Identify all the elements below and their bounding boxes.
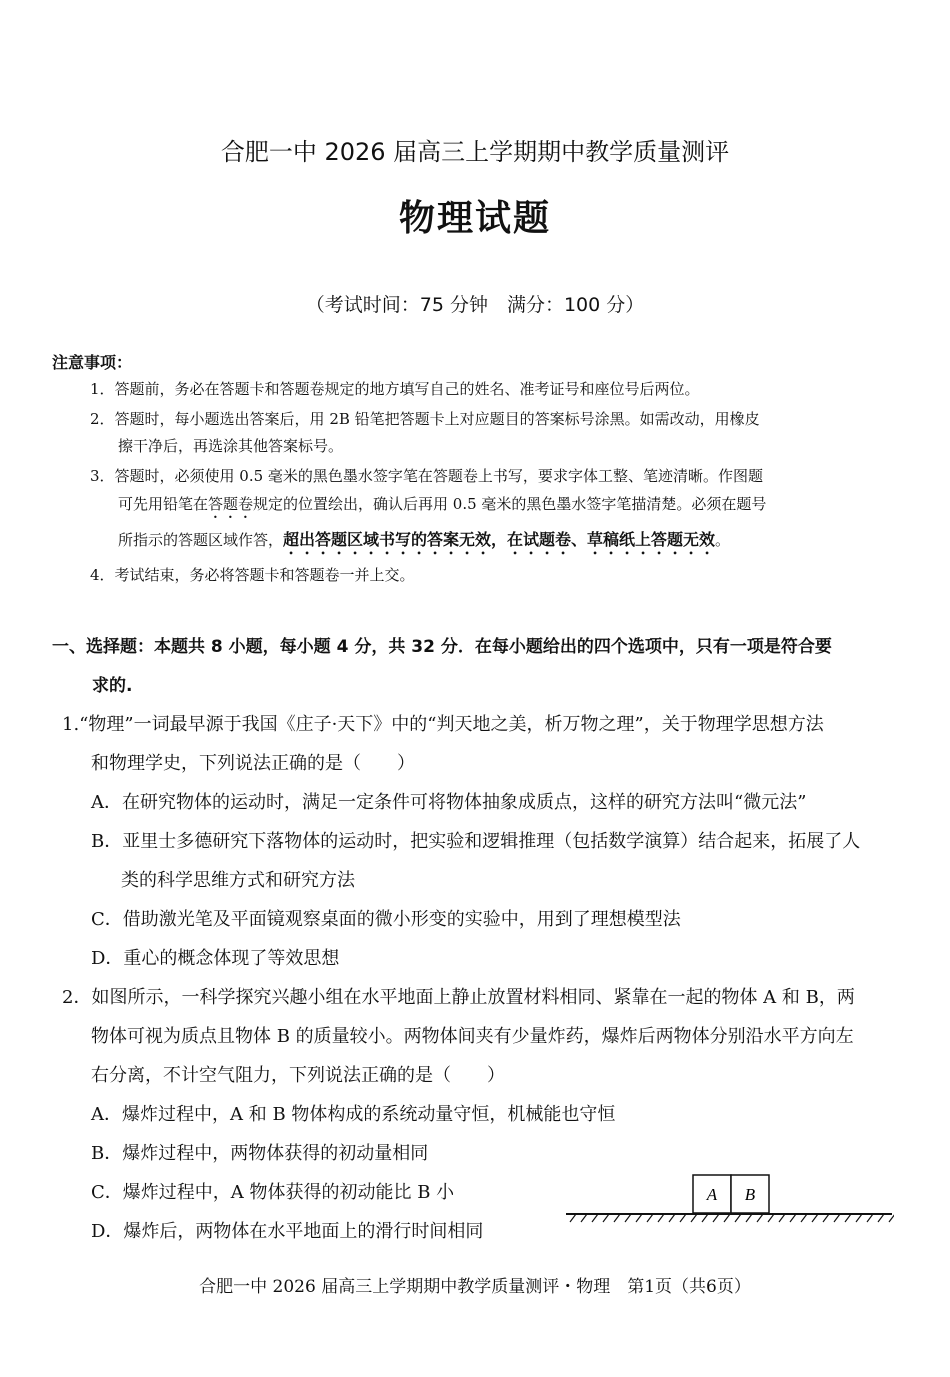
question-2-option-b: B．爆炸过程中，两物体获得的初动量相同 [91,1143,429,1164]
notice-item-1: 1．答题前，务必在答题卡和答题卷规定的地方填写自己的姓名、准考证号和座位号后两位。 [90,380,700,398]
exam-info: （考试时间：75 分钟 满分：100 分） [305,294,645,316]
question-1-option-d: D．重心的概念体现了等效思想 [91,948,340,969]
hatch-mark [823,1214,829,1222]
hatch-mark [889,1214,894,1222]
hatch-mark [680,1214,686,1222]
hatch-mark [867,1214,873,1222]
hatch-mark [702,1214,708,1222]
hatch-mark [603,1214,609,1222]
notice-title: 注意事项： [52,353,133,372]
hatch-mark [845,1214,851,1222]
block-a-label: A [706,1185,718,1204]
hatch-mark [636,1214,642,1222]
hatch-mark [801,1214,807,1222]
notice-item-3-line-3-part-a: 所指示的答题区域作答， [118,531,284,549]
blocks-on-ground-figure [564,1170,894,1230]
notice-item-4: 4．考试结束，务必将答题卡和答题卷一并上交。 [90,566,415,584]
hatch-mark [614,1214,620,1222]
emphasized-warning-text: 超出答题区域书写的答案无效，在试题卷、草稿纸上答题无效 [283,530,716,549]
hatch-mark [779,1214,785,1222]
hatch-mark [669,1214,675,1222]
hatch-mark [713,1214,719,1222]
block-b-label: B [744,1185,756,1204]
question-2-option-c: C．爆炸过程中，A 物体获得的初动能比 B 小 [91,1182,455,1203]
hatch-mark [834,1214,840,1222]
notice-item-3-line-3 [118,527,730,558]
question-2-option-a: A．爆炸过程中，A 和 B 物体构成的系统动量守恒，机械能也守恒 [91,1104,616,1125]
notice-item-3-line-2-part-c: 规定的位置绘出，确认后再用 0.5 毫米的黑色墨水签字笔描清楚。必须在题号 [253,495,767,513]
question-2-stem-line-1: 2．如图所示，一科学探究兴趣小组在水平地面上静止放置材料相同、紧靠在一起的物体 A 和 B，两 [62,987,855,1008]
hatch-mark [581,1214,587,1222]
question-2-stem-line-2: 物体可视为质点且物体 B 的质量较小。两物体间夹有少量炸药，爆炸后两物体分别沿水平方向左 [91,1026,854,1047]
notice-item-2-line-1: 2．答题时，每小题选出答案后，用 2B 铅笔把答题卡上对应题目的答案标号涂黑。如需改动，用橡皮 [90,410,760,428]
notice-item-3-line-3-part-c: 。 [715,531,731,549]
page-footer: 合肥一中 2026 届高三上学期期中教学质量测评・物理 第1页（共6页） [199,1277,751,1297]
hatch-mark [812,1214,818,1222]
hatch-mark [625,1214,631,1222]
hatch-mark [724,1214,730,1222]
hatch-mark [768,1214,774,1222]
emphasized-text: 答题卷 [208,495,254,513]
section-1-heading-line-1: 一、选择题：本题共 8 小题，每小题 4 分，共 32 分．在每小题给出的四个选项中，只有一项是符合要 [52,637,832,657]
notice-item-3-line-2-part-a: 可先用铅笔在 [118,495,209,513]
question-1-stem-line-2: 和物理学史，下列说法正确的是（ ） [91,753,415,774]
hatch-mark [735,1214,741,1222]
hatch-mark [570,1214,576,1222]
hatch-mark [757,1214,763,1222]
section-1-heading-line-2: 求的. [92,676,133,696]
question-1-option-a: A．在研究物体的运动时，满足一定条件可将物体抽象成质点，这样的研究方法叫“微元法” [91,792,807,813]
question-1-stem-line-1: 1.“物理”一词最早源于我国《庄子·天下》中的“判天地之美，析万物之理”，关于物理学思想方法 [62,714,824,735]
notice-item-3-line-2 [118,493,766,522]
hatch-mark [647,1214,653,1222]
question-2-option-d: D．爆炸后，两物体在水平地面上的滑行时间相同 [91,1221,484,1242]
hatch-mark [691,1214,697,1222]
subject-title: 物理试题 [398,197,551,239]
hatch-mark [592,1214,598,1222]
notice-item-2-line-2: 擦干净后，再选涂其他答案标号。 [118,437,344,455]
question-1-option-b-line-1: B．亚里士多德研究下落物体的运动时，把实验和逻辑推理（包括数学演算）结合起来，拓展了人 [91,831,861,852]
question-1-option-c: C．借助激光笔及平面镜观察桌面的微小形变的实验中，用到了理想模型法 [91,909,681,930]
hatch-mark [658,1214,664,1222]
hatch-mark [790,1214,796,1222]
hatch-mark [856,1214,862,1222]
question-2-stem-line-3: 右分离，不计空气阻力，下列说法正确的是（ ） [91,1065,505,1086]
notice-item-3-line-1: 3．答题时，必须使用 0.5 毫米的黑色墨水签字笔在答题卷上书写，要求字体工整、笔迹清晰。作图题 [90,467,763,485]
ground-hatching [570,1214,894,1222]
hatch-mark [746,1214,752,1222]
hatch-mark [878,1214,884,1222]
exam-school-title: 合肥一中 2026 届高三上学期期中教学质量测评 [220,138,730,166]
question-1-option-b-line-2: 类的科学思维方式和研究方法 [121,870,355,891]
